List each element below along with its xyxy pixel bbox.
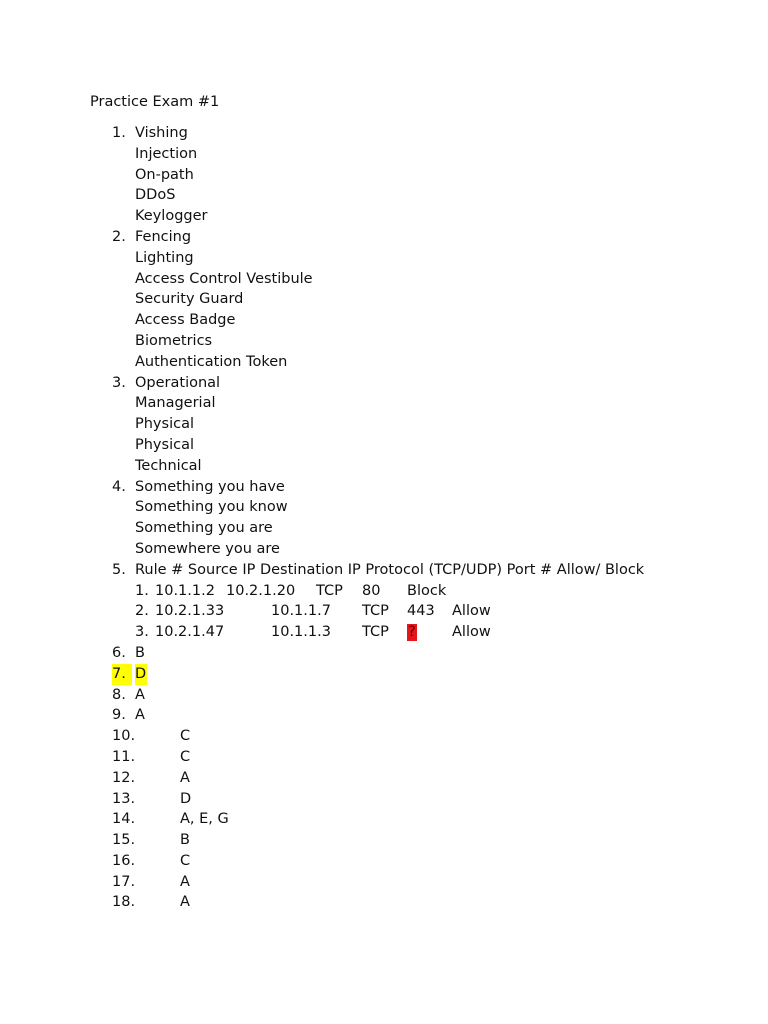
list-item xyxy=(0,435,768,456)
rule-action: Allow xyxy=(452,624,491,641)
list-item xyxy=(0,789,768,810)
item-text: Managerial xyxy=(135,395,216,412)
item-text: Fencing xyxy=(135,228,192,245)
rule-protocol: TCP xyxy=(316,582,343,599)
rule-number: 3. xyxy=(135,624,149,641)
item-number: 14. xyxy=(112,811,136,828)
rule-port: 443 xyxy=(407,603,435,620)
item-text: Technical xyxy=(135,457,202,474)
list-item xyxy=(0,310,768,331)
list-item xyxy=(0,393,768,414)
list-item xyxy=(0,497,768,518)
rule-destination-ip: 10.1.1.3 xyxy=(271,624,331,641)
item-text: Somewhere you are xyxy=(135,540,280,557)
item-number: 10. xyxy=(112,728,136,745)
answer-list xyxy=(0,123,768,913)
item-number: 12. xyxy=(112,769,136,786)
item-number: 18. xyxy=(112,894,136,911)
item-answer: C xyxy=(180,852,191,869)
list-item xyxy=(0,456,768,477)
item-number: 4. xyxy=(112,478,126,495)
firewall-rule-row xyxy=(0,601,768,622)
list-item xyxy=(0,892,768,913)
list-item xyxy=(0,477,768,498)
item-number: 5. xyxy=(112,561,126,578)
item-number: 9. xyxy=(112,707,126,724)
list-item xyxy=(0,227,768,248)
flagged-port-value: ? xyxy=(408,624,416,641)
list-item xyxy=(0,726,768,747)
list-item xyxy=(0,809,768,830)
list-item xyxy=(0,414,768,435)
item-answer: A xyxy=(180,873,190,890)
item-text: Authentication Token xyxy=(135,353,288,370)
item-answer: A, E, G xyxy=(180,811,229,828)
rule-source-ip: 10.2.1.47 xyxy=(155,624,225,641)
item-text: Something you know xyxy=(135,499,288,516)
item-answer: D xyxy=(180,790,192,807)
item-text: Keylogger xyxy=(135,208,208,225)
rule-action: Block xyxy=(407,582,447,599)
item-answer: A xyxy=(135,686,145,703)
item-text: On-path xyxy=(135,166,194,183)
item-number: 15. xyxy=(112,832,136,849)
item-text: DDoS xyxy=(135,187,176,204)
list-item xyxy=(0,206,768,227)
item-answer: C xyxy=(180,728,191,745)
item-number: 17. xyxy=(112,873,136,890)
item-number: 13. xyxy=(112,790,136,807)
list-item xyxy=(0,331,768,352)
firewall-rule-row xyxy=(0,581,768,602)
list-item xyxy=(0,123,768,144)
item-answer: A xyxy=(135,707,145,724)
rule-number: 1. xyxy=(135,582,149,599)
rule-destination-ip: 10.1.1.7 xyxy=(271,603,331,620)
list-item xyxy=(0,685,768,706)
item-number: 6. xyxy=(112,644,126,661)
item-text: Operational xyxy=(135,374,221,391)
item-number: 2. xyxy=(112,228,126,245)
item-number: 3. xyxy=(112,374,126,391)
item-number: 11. xyxy=(112,748,136,765)
item-answer: A xyxy=(180,894,190,911)
item-number: 1. xyxy=(112,125,126,141)
item-answer: A xyxy=(180,769,190,786)
list-item xyxy=(0,705,768,726)
list-item xyxy=(0,539,768,560)
rule-number: 2. xyxy=(135,603,149,620)
list-item xyxy=(0,560,768,581)
list-item xyxy=(0,144,768,165)
item-text: Lighting xyxy=(135,249,194,266)
list-item xyxy=(0,851,768,872)
list-item xyxy=(0,747,768,768)
document-title: Practice Exam #1 xyxy=(90,94,220,110)
item-text: Access Badge xyxy=(135,312,236,329)
item-text: Something you have xyxy=(135,478,285,495)
list-item xyxy=(0,248,768,269)
rule-destination-ip: 10.2.1.20 xyxy=(226,582,296,599)
rule-protocol: TCP xyxy=(362,603,389,620)
list-item xyxy=(0,768,768,789)
item-text: Something you are xyxy=(135,520,273,537)
firewall-rule-row xyxy=(0,622,768,643)
list-item-highlighted xyxy=(0,664,768,685)
list-item xyxy=(0,830,768,851)
item-number: 8. xyxy=(112,686,126,703)
rule-source-ip: 10.2.1.33 xyxy=(155,603,225,620)
item-number: 16. xyxy=(112,852,136,869)
item-text: Access Control Vestibule xyxy=(135,270,313,287)
list-item xyxy=(0,643,768,664)
item-text: Injection xyxy=(135,145,198,162)
rule-port: 80 xyxy=(362,582,381,599)
list-item xyxy=(0,269,768,290)
item-text: Biometrics xyxy=(135,332,213,349)
list-item xyxy=(0,518,768,539)
item-text: Physical xyxy=(135,436,194,453)
list-item xyxy=(0,165,768,186)
list-item xyxy=(0,185,768,206)
rule-port-flagged xyxy=(407,622,417,643)
rule-source-ip: 10.1.1.2 xyxy=(155,582,215,599)
rule-action: Allow xyxy=(452,603,491,620)
item-answer: B xyxy=(180,832,190,849)
rule-protocol: TCP xyxy=(362,624,389,641)
list-item xyxy=(0,352,768,373)
list-item xyxy=(0,872,768,893)
item-text: Security Guard xyxy=(135,291,244,308)
list-item xyxy=(0,373,768,394)
item-answer: B xyxy=(135,644,145,661)
list-item xyxy=(0,289,768,310)
item-text: Physical xyxy=(135,416,194,433)
item-answer: C xyxy=(180,748,191,765)
rule-table-header: Rule # Source IP Destination IP Protocol (TCP/UDP) Port # Allow/ Block xyxy=(135,561,645,578)
item-text: Vishing xyxy=(135,125,188,141)
item-answer: D xyxy=(135,664,147,685)
item-number: 7. xyxy=(112,664,132,685)
